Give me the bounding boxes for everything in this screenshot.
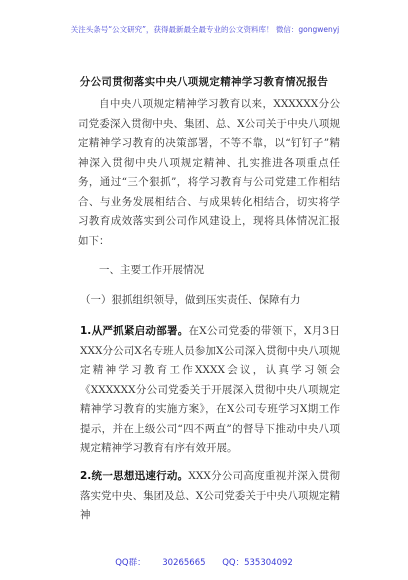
paragraph-startup	[80, 322, 340, 459]
footer-contact: QQ群： 30265665 QQ：535304092	[115, 558, 293, 568]
paragraph-lead: 1.从严抓紧启动部署。	[80, 325, 189, 337]
subsection-heading: （一）狠抓组织领导，做到压实责任、保障有力	[80, 294, 301, 306]
top-banner: 关注头条号“公文研究”，获得最新最全最专业的公文资料库！ 微信：gongwenyj	[70, 25, 340, 34]
paragraph-unify	[80, 467, 340, 526]
section-heading: 一、主要工作开展情况	[99, 264, 204, 276]
paragraph-body: XXX分公司高度重视并深入贯彻落实党中央、集团及总、X公司党委关于中央八项规定精神	[80, 470, 340, 521]
intro-paragraph: 自中央八项规定精神学习教育以来，XXXXXX分公司党委深入贯彻中央、集团、总、X公司关于中央八项规定精神学习教育的决策部署，不等不靠，以“钉钉子”精神深入贯彻中央八项规定精神、扎实推进各项重点任务，通过“三个狠抓”，将学习教育与公司党建工作相结合、与业务发展相结合、与成果转化相结合，切实将学习教育成效落实到公司作风建设上，现将具体情况汇报如下：	[78, 98, 340, 247]
document-title: 分公司贯彻落实中央八项规定精神学习教育情况报告	[79, 76, 329, 88]
paragraph-lead: 2.统一思想迅速行动。	[80, 470, 189, 482]
paragraph-body: 在X公司党委的带领下，X月3日XXX分公司X名专班人员参加X公司深入贯彻中央八项规定精神学习教育工作XXXX会议，认真学习领会《XXXXXX分公司党委关于开展深入贯彻中央八项规定精神学习教育的实施方案》，在X公司专班学习X期工作提示，并在上级公司“四不两直”的督导下推动中央八项规定精神学习教育有序有效开展。	[80, 325, 340, 454]
